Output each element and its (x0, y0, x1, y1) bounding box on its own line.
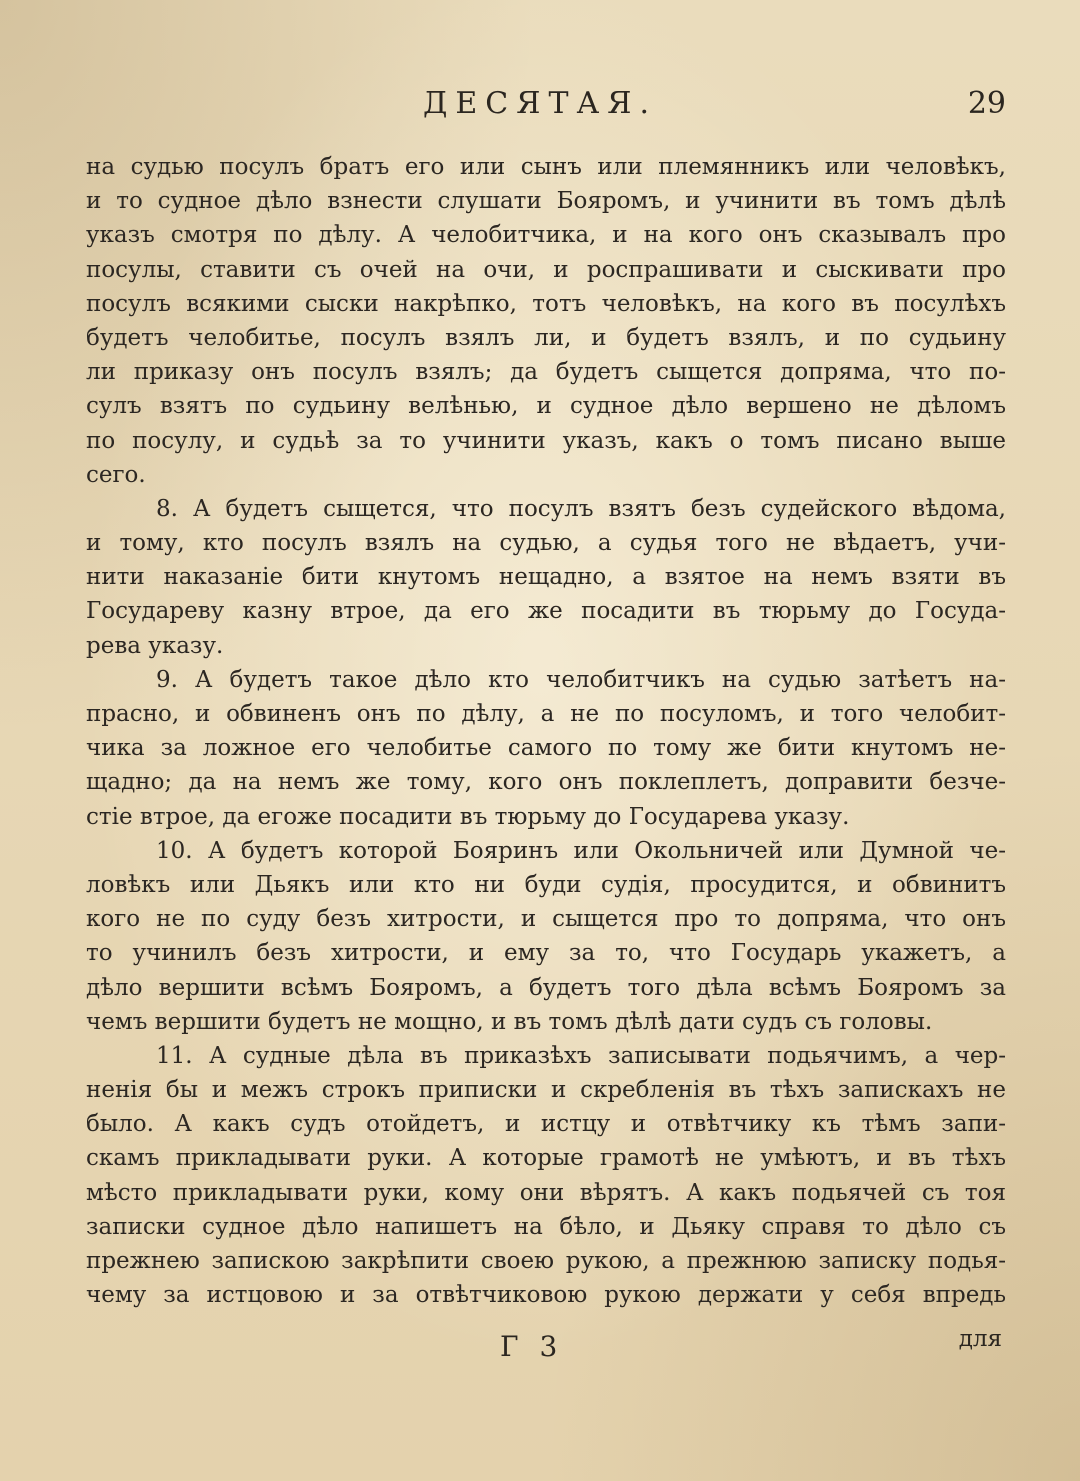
text-line: щадно; да на немъ же тому, кого онъ поклеплетъ, доправити безче- (86, 769, 1006, 796)
text-line: прасно, и обвиненъ онъ по дѣлу, а не по посуломъ, и того челобит- (86, 701, 1006, 727)
article-9-start: 9. А будетъ такое дѣло кто челобитчикъ на судью затѣетъ на- (156, 666, 1006, 693)
text-line: посулъ всякими сыски накрѣпко, тотъ человѣкъ, на кого въ посулѣхъ (86, 290, 1006, 317)
text-line: указъ смотря по дѣлу. А челобитчика, и на кого онъ сказывалъ про (86, 222, 1006, 249)
text-line: будетъ челобитье, посулъ взялъ ли, и будетъ взялъ, и по судьину (86, 324, 1006, 351)
page-number: 29 (967, 86, 1006, 121)
text-line: чемъ вершити будетъ не мощно, и въ томъ дѣлѣ дати судъ съ головы. (86, 1008, 933, 1035)
article-11-start: 11. А судные дѣла въ приказѣхъ записывати подьячимъ, а чер- (156, 1042, 1006, 1069)
text-line: записки судное дѣло напишетъ на бѣло, и Дьяку справя то дѣло съ (86, 1213, 1006, 1240)
text-line: скамъ прикладывати руки. А которые грамотѣ не умѣютъ, и въ тѣхъ (86, 1145, 1006, 1172)
text-line: ли приказу онъ посулъ взялъ; да будетъ сыщется допряма, что по- (86, 359, 1006, 386)
catchword: для (958, 1326, 1002, 1352)
text-line: чика за ложное его челобитье самого по тому же бити кнутомъ не- (86, 735, 1006, 762)
text-line: стіе втрое, да егоже посадити въ тюрьму до Государева указу. (86, 803, 850, 830)
running-head (0, 86, 1080, 126)
text-line: и то судное дѣло взнести слушати Бояромъ, и учинити въ томъ дѣлѣ (86, 188, 1006, 215)
text-line: прежнею запискою закрѣпити своею рукою, а прежнюю записку подья- (86, 1248, 1006, 1274)
text-line: на судью посулъ братъ его или сынъ или племянникъ или человѣкъ, (86, 154, 1006, 180)
text-line: кого не по суду безъ хитрости, и сыщется про то допряма, что онъ (86, 906, 1006, 933)
text-line: сего. (86, 461, 146, 488)
text-line: ненія бы и межъ строкъ приписки и скребленія въ тѣхъ запискахъ не (86, 1077, 1006, 1104)
article-10-start: 10. А будетъ которой Бояринъ или Окольничей или Думной че- (156, 837, 1006, 864)
text-line: дѣло вершити всѣмъ Бояромъ, а будетъ того дѣла всѣмъ Бояромъ за (86, 974, 1006, 1001)
text-line: и тому, кто посулъ взялъ на судью, а судья того не вѣдаетъ, учи- (86, 530, 1006, 557)
text-line: рева указу. (86, 632, 224, 659)
text-line: нити наказаніе бити кнутомъ нещадно, а взятое на немъ взяти въ (86, 564, 1006, 591)
page-body (86, 150, 1006, 1312)
text-line: посулы, ставити съ очей на очи, и роспрашивати и сыскивати про (86, 256, 1006, 283)
text-line: то учинилъ безъ хитрости, и ему за то, что Государь укажетъ, а (86, 940, 1006, 967)
text-line: сулъ взятъ по судьину велѣнью, и судное дѣло вершено не дѣломъ (86, 393, 1006, 420)
text-line: по посулу, и судьѣ за то учинити указъ, какъ о томъ писано выше (86, 427, 1006, 454)
text-line: Государеву казну втрое, да его же посадити въ тюрьму до Госуда- (86, 598, 1006, 625)
signature-mark: Г 3 (500, 1330, 564, 1363)
chapter-title: ДЕСЯТАЯ. (423, 86, 657, 121)
text-line: было. А какъ судъ отойдетъ, и истцу и отвѣтчику къ тѣмъ запи- (86, 1111, 1006, 1138)
article-8-start: 8. А будетъ сыщется, что посулъ взятъ безъ судейского вѣдома, (156, 495, 1006, 522)
text-line: мѣсто прикладывати руки, кому они вѣрятъ. А какъ подьячей съ тоя (86, 1179, 1006, 1206)
text-line: ловѣкъ или Дьякъ или кто ни буди судія, просудится, и обвинитъ (86, 871, 1006, 898)
text-line: чему за истцовою и за отвѣтчиковою рукою держати у себя впредь (86, 1282, 1006, 1309)
